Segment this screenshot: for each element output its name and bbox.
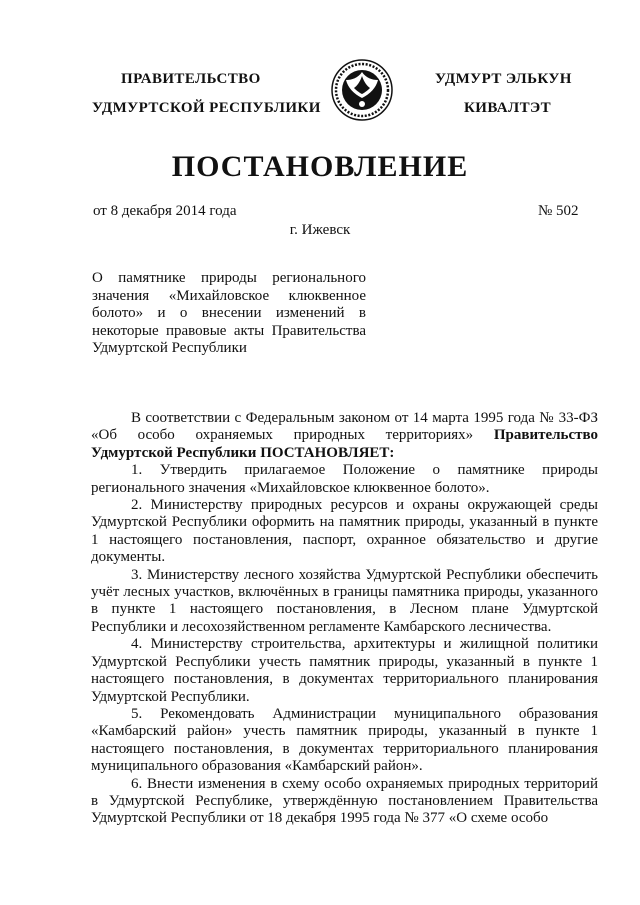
resolution-item: 5. Рекомендовать Администрации муниципального образования «Камбарский район» учесть памятник природы, указанный в пункте 1 настоящего постановления, в документах территориального планирования муниципального образования «Камбарский район». <box>91 705 598 775</box>
resolution-item: 1. Утвердить прилагаемое Положение о памятнике природы регионального значения «Михайловское клюквенное болото». <box>91 462 598 496</box>
resolution-item: 4. Министерству строительства, архитектуры и жилищной политики Удмуртской Республики учесть памятник природы, указанный в пункте 1 настоящего постановления, в документах территориального планирования Удмуртской Республики. <box>91 636 598 705</box>
header-right-line2: КИВАЛТЭТ <box>464 100 551 116</box>
document-number: № 502 <box>538 203 579 219</box>
document-subject: О памятнике природы регионального значения «Михайловское клюквенное болото» и о внесении изменений в некоторые правовые акты Правительства Удмуртской Республики <box>92 270 366 356</box>
preamble-bold: Правительство Удмуртской Республики ПОСТАНОВЛЯЕТ: <box>91 427 598 461</box>
resolution-item: 3. Министерству лесного хозяйства Удмуртской Республики обеспечить учёт лесных участков, включённых в границы памятника природы, указанного в пункте 1 настоящего постановления, в Лесном плане Удмуртской Республики и лесохозяйственном регламенте Камбарского лесничества. <box>91 566 598 635</box>
header-right-line1: УДМУРТ ЭЛЬКУН <box>435 71 572 87</box>
coat-of-arms-emblem-icon <box>330 58 394 122</box>
resolution-item: 6. Внести изменения в схему особо охраняемых природных территорий в Удмуртской Республике, утверждённую постановлением Правительства Удмуртской Республики от 18 декабря 1995 года № 377 «О схеме особо <box>91 775 598 827</box>
preamble-text: В соответствии с Федеральным законом от 14 марта 1995 года № 33-ФЗ «Об особо охраняемых природных территориях» <box>91 410 598 444</box>
header-left-line1: ПРАВИТЕЛЬСТВО <box>121 71 261 87</box>
header-left-line2: УДМУРТСКОЙ РЕСПУБЛИКИ <box>92 100 321 116</box>
document-date: от 8 декабря 2014 года <box>93 203 237 219</box>
preamble-paragraph <box>91 410 598 462</box>
resolution-item: 2. Министерству природных ресурсов и охраны окружающей среды Удмуртской Республики оформить на памятник природы, указанный в пункте 1 настоящего постановления, паспорт, охранное обязательство и другие документы. <box>91 497 598 566</box>
document-city: г. Ижевск <box>289 222 351 238</box>
document-title: ПОСТАНОВЛЕНИЕ <box>171 150 469 183</box>
document-body <box>91 410 598 828</box>
